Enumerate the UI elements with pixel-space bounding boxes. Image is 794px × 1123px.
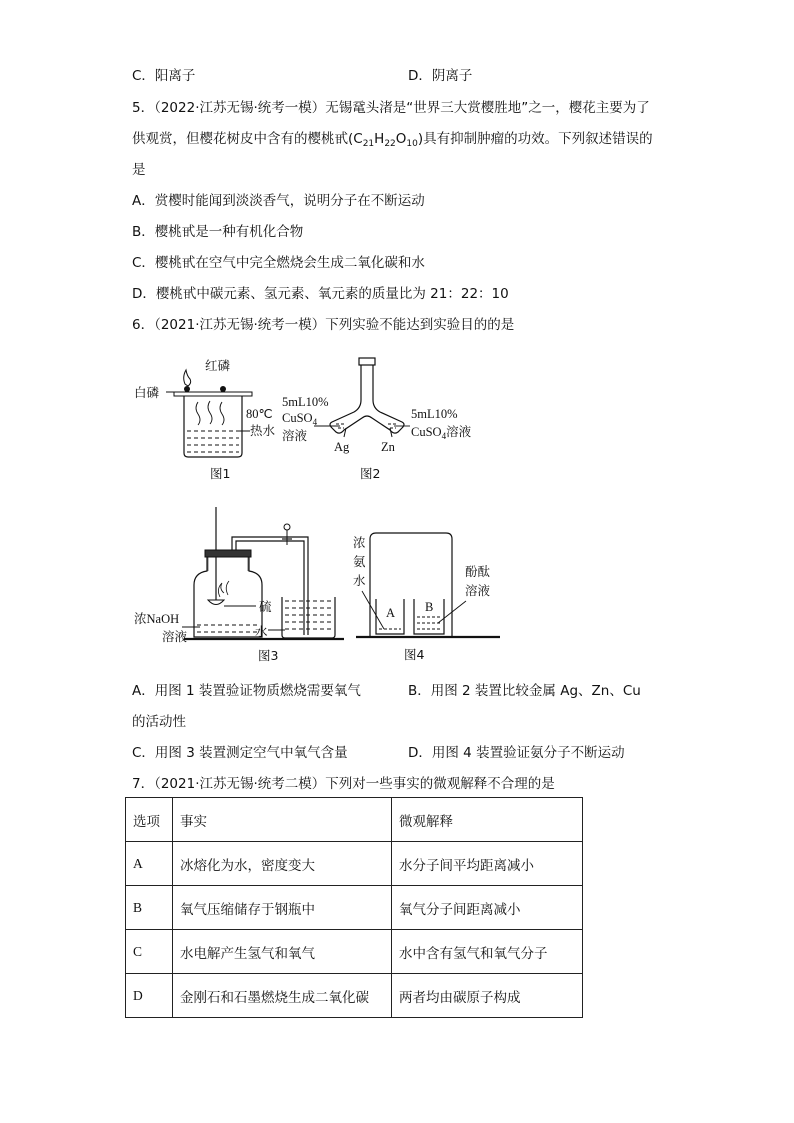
- fig4-phenolphthalein-label-1: 酚酞: [465, 564, 491, 579]
- fig2-metal-ag: Ag: [334, 440, 350, 454]
- fig4-ammonia-label-1: 浓: [353, 535, 366, 550]
- fig1-temperature-label: 80℃: [246, 407, 273, 421]
- formula-subscript-h: 22: [384, 139, 396, 149]
- figure-4: [348, 525, 508, 665]
- q7-number: 7．: [132, 776, 155, 792]
- q6-option-c: C．用图 3 装置测定空气中氧气含量: [132, 745, 348, 761]
- q6-source: （2021·江苏无锡·统考一模）: [154, 317, 326, 333]
- q6-option-b: B．用图 2 装置比较金属 Ag、Zn、Cu: [408, 683, 641, 699]
- fig3-naoh-solution-label: 溶液: [162, 629, 188, 644]
- row-d-fact: 金刚石和石墨燃烧生成二氧化碳: [173, 974, 392, 1018]
- fig2-left-solution: 溶液: [282, 428, 308, 443]
- q4-option-d: D．阴离子: [408, 68, 473, 84]
- q7-stem-text: 下列对一些事实的微观解释不合理的是: [325, 776, 555, 792]
- formula-h: H: [374, 131, 385, 147]
- fig2-right-formula: CuSO$_4$溶液: [411, 424, 472, 441]
- row-c-fact: 水电解产生氢气和氧气: [173, 930, 392, 974]
- header-explanation: 微观解释: [392, 798, 583, 842]
- formula-o: O: [395, 131, 407, 147]
- row-d-explanation: 两者均由碳原子构成: [392, 974, 583, 1018]
- fig2-right-volume: 5mL10%: [411, 407, 458, 421]
- formula-subscript-o: 10: [406, 139, 418, 149]
- fig1-red-phosphorus-label: 红磷: [205, 358, 231, 373]
- q6-option-d: D．用图 4 装置验证氨分子不断运动: [408, 745, 625, 761]
- fig1-white-phosphorus-label: 白磷: [134, 385, 160, 400]
- table-row: [126, 974, 583, 1018]
- fig3-water-label: 水: [255, 624, 268, 639]
- table-row: [126, 930, 583, 974]
- row-d-option: D: [126, 974, 173, 1018]
- fig2-caption: 图2: [360, 466, 381, 481]
- figure-3: [132, 505, 347, 665]
- fig2-left-formula: CuSO$_4$: [282, 411, 318, 427]
- q6-option-b-continued: 的活动性: [132, 714, 186, 730]
- q5-stem-line1: [132, 98, 650, 118]
- fig4-ammonia-label-3: 水: [353, 573, 366, 588]
- q5-stem-part-a: 供观赏，但樱花树皮中含有的樱桃甙(C: [132, 131, 363, 147]
- fig1-hot-water-label: 热水: [250, 423, 276, 438]
- q5-stem-line3: 是: [132, 162, 146, 178]
- table-header-row: [126, 798, 583, 842]
- q7-table: [125, 797, 583, 1018]
- table-row: [126, 886, 583, 930]
- fig2-left-volume: 5mL10%: [282, 395, 329, 409]
- q5-source: （2022·江苏无锡·统考一模）: [154, 100, 326, 116]
- fig4-phenolphthalein-label-2: 溶液: [465, 583, 491, 598]
- q6-number: 6．: [132, 317, 155, 333]
- q5-stem-part-b: )具有抑制肿瘤的功效。下列叙述错误的: [417, 131, 653, 147]
- fig3-caption: 图3: [258, 648, 279, 663]
- row-c-option: C: [126, 930, 173, 974]
- q7-source: （2021·江苏无锡·统考二模）: [154, 776, 326, 792]
- table-row: [126, 842, 583, 886]
- q6-stem-text: 下列实验不能达到实验目的的是: [325, 317, 515, 333]
- q7-stem: [132, 774, 555, 794]
- q4-option-c: C．阳离子: [132, 68, 196, 84]
- fig3-naoh-label: 浓NaOH: [134, 612, 180, 626]
- q5-stem-text: 无锡鼋头渚是“世界三大赏樱胜地”之一，樱花主要为了: [325, 100, 650, 116]
- row-a-fact: 冰熔化为水，密度变大: [173, 842, 392, 886]
- header-option: 选项: [126, 798, 173, 842]
- fig4-beaker-b-label: B: [425, 600, 434, 614]
- q5-option-c: C．樱桃甙在空气中完全燃烧会生成二氧化碳和水: [132, 255, 425, 271]
- q5-option-b: B．樱桃甙是一种有机化合物: [132, 224, 304, 240]
- q6-stem: [132, 315, 514, 335]
- q5-option-a: A．赏樱时能闻到淡淡香气，说明分子在不断运动: [132, 193, 425, 209]
- row-a-explanation: 水分子间平均距离减小: [392, 842, 583, 886]
- q6-option-a: A．用图 1 装置验证物质燃烧需要氧气: [132, 683, 361, 699]
- fig4-beaker-a-label: A: [386, 606, 396, 620]
- figure-1: [132, 352, 282, 482]
- row-a-option: A: [126, 842, 173, 886]
- q5-option-d: D．樱桃甙中碳元素、氢元素、氧元素的质量比为 21：22：10: [132, 286, 509, 302]
- fig4-ammonia-label-2: 氨: [353, 554, 366, 569]
- fig2-metal-zn: Zn: [381, 440, 395, 454]
- row-b-explanation: 氧气分子间距离减小: [392, 886, 583, 930]
- header-fact: 事实: [173, 798, 392, 842]
- q5-stem-line2: [132, 129, 653, 154]
- q5-number: 5．: [132, 100, 155, 116]
- figure-2: [282, 352, 497, 482]
- fig1-caption: 图1: [210, 466, 231, 481]
- row-b-option: B: [126, 886, 173, 930]
- fig4-caption: 图4: [404, 647, 425, 662]
- row-c-explanation: 水中含有氢气和氧气分子: [392, 930, 583, 974]
- formula-subscript-c: 21: [362, 139, 375, 149]
- row-b-fact: 氧气压缩储存于钢瓶中: [173, 886, 392, 930]
- fig3-sulfur-label: 硫: [259, 599, 272, 614]
